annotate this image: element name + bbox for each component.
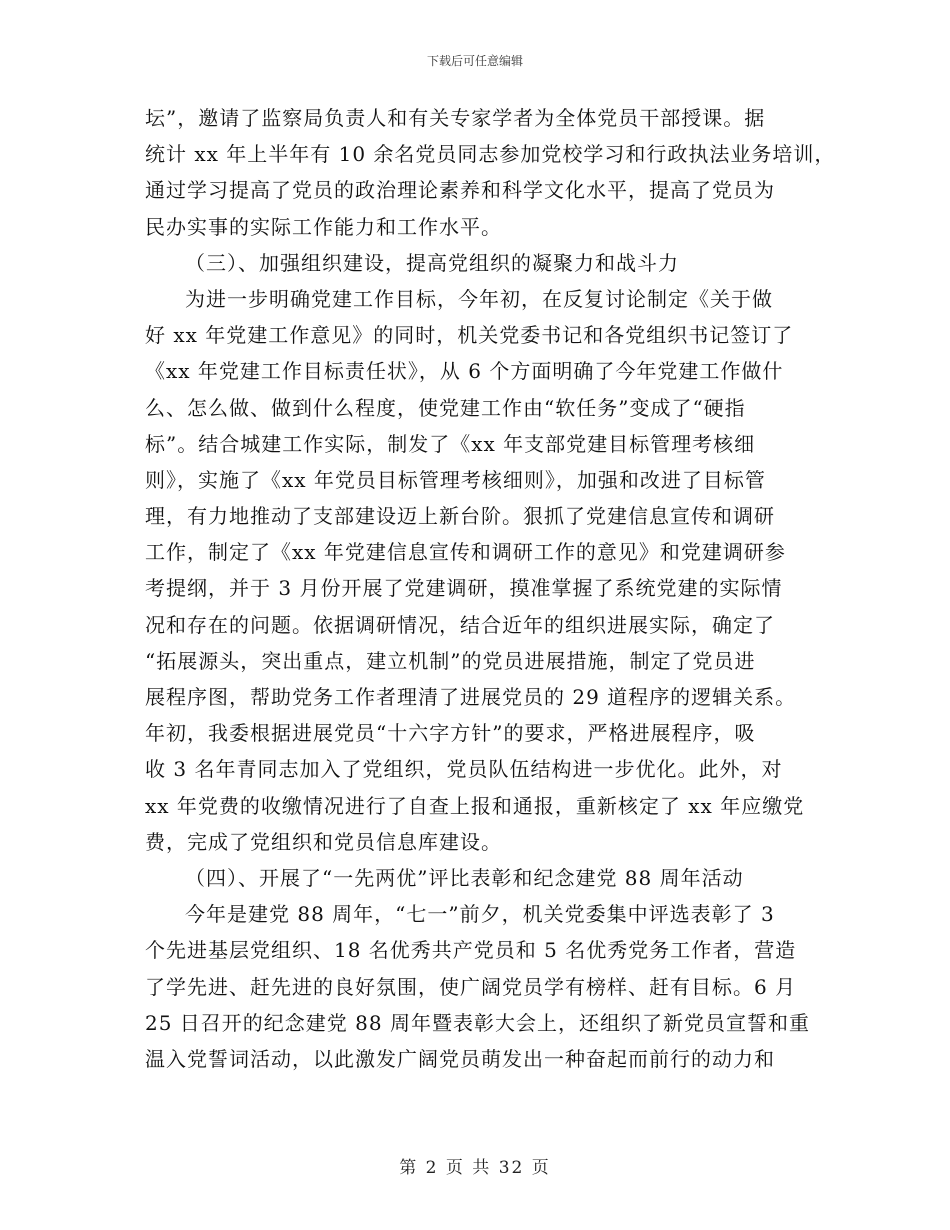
body-line: 好 xx 年党建工作意见》的同时，机关党委书记和各党组织书记签订了 (145, 323, 794, 348)
body-line: 为进一步明确党建工作目标，今年初，在反复讨论制定《关于做 (185, 286, 773, 311)
body-line: 标”。结合城建工作实际，制发了《xx 年支部党建目标管理考核细 (145, 431, 756, 456)
body-line: xx 年党费的收缴情况进行了自查上报和通报，重新核定了 xx 年应缴党 (145, 793, 805, 818)
body-line: 展程序图，帮助党务工作者理清了进展党员的 29 道程序的逻辑关系。 (145, 685, 797, 709)
body-line: 了学先进、赶先进的良好氛围，使广阔党员学有榜样、赶有目标。6 月 (145, 974, 797, 999)
body-line: 么、怎么做、做到什么程度，使党建工作由“软任务”变成了“硬指 (145, 395, 746, 420)
body-line: 理，有力地推动了支部建设迈上新台阶。狠抓了党建信息宣传和调研 (145, 504, 775, 529)
section-heading-3: （三）、加强组织建设，提高党组织的凝聚力和战斗力 (185, 250, 679, 275)
page-header-note: 下载后可任意编辑 (426, 54, 523, 68)
body-line: 25 日召开的纪念建党 88 周年暨表彰大会上，还组织了新党员宣誓和重 (145, 1010, 810, 1035)
body-line: 年初，我委根据进展党员“十六字方针”的要求，严格进展程序，吸 (145, 721, 756, 746)
body-line: 民办实事的实际工作能力和工作水平。 (145, 214, 502, 239)
body-line: 况和存在的问题。依据调研情况，结合近年的组织进展实际，确定了 (145, 612, 775, 637)
body-line: 费，完成了党组织和党员信息库建设。 (145, 829, 502, 854)
document-body (145, 100, 835, 1077)
section-heading-4: （四）、开展了“一先两优”评比表彰和纪念建党 88 周年活动 (185, 865, 744, 890)
body-line: 工作，制定了《xx 年党建信息宣传和调研工作的意见》和党建调研参 (145, 540, 786, 565)
body-line: 温入党誓词活动，以此激发广阔党员萌发出一种奋起而前行的动力和 (145, 1046, 775, 1071)
body-line: “拓展源头，突出重点，建立机制”的党员进展措施，制定了党员进 (145, 648, 756, 673)
body-line: 则》，实施了《xx 年党员目标管理考核细则》，加强和改进了目标管 (145, 467, 766, 492)
body-line: 收 3 名年青同志加入了党组织，党员队伍结构进一步优化。此外，对 (145, 757, 783, 782)
page-number: 第 2 页 共 32 页 (399, 1158, 551, 1178)
body-line: 今年是建党 88 周年，“七一”前夕，机关党委集中评选表彰了 3 (185, 902, 775, 927)
body-line: 统计 xx 年上半年有 10 余名党员同志参加党校学习和行政执法业务培训， (145, 142, 836, 167)
body-line: 坛”，邀请了监察局负责人和有关专家学者为全体党员干部授课。据 (145, 106, 766, 130)
body-line: 通过学习提高了党员的政治理论素养和科学文化水平，提高了党员为 (145, 178, 775, 203)
body-line: 《xx 年党建工作目标责任状》，从 6 个方面明确了今年党建工作做什 (145, 359, 784, 384)
body-line: 考提纲，并于 3 月份开展了党建调研，摸准掌握了系统党建的实际情 (145, 576, 783, 601)
body-line: 个先进基层党组织、18 名优秀共产党员和 5 名优秀党务工作者，营造 (145, 938, 797, 963)
